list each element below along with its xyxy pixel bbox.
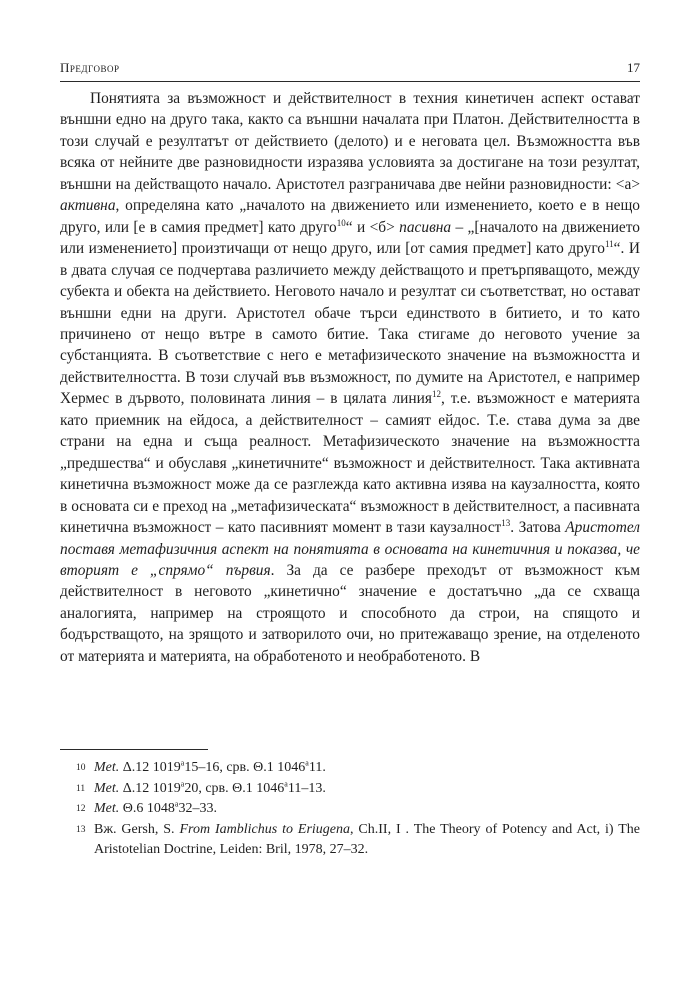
footnote-ref-13[interactable]: 13 <box>501 517 511 528</box>
footnote-text: 11. <box>308 760 326 775</box>
body-paragraph <box>60 88 640 667</box>
text-run: . Затова <box>510 519 566 537</box>
main-text <box>60 88 640 667</box>
footnote-sup: a <box>180 778 185 788</box>
footnote-number: 13 <box>76 824 86 835</box>
footnote-text: Δ.12 1019 <box>119 780 181 796</box>
footnote-10 <box>60 758 640 779</box>
footnote-text: Θ.6 1048 <box>119 801 175 816</box>
text-run: – „[началото на движението или изменението] произтичащи от нещо друго, или [от самия предмет] като друго <box>60 218 640 258</box>
footnote-italic: Met. <box>94 760 120 775</box>
footnote-text: 20, срв. Θ.1 1046 <box>184 780 285 796</box>
footnote-number: 12 <box>76 804 86 814</box>
footnote-italic: Met. <box>94 780 120 796</box>
header-rule <box>60 81 640 82</box>
footnote-text: 32–33. <box>178 801 217 816</box>
footnote-12 <box>60 799 640 820</box>
footnote-separator <box>60 749 208 750</box>
text-run: , т.е. възможност е материята като приемник на ейдоса, а действителност – самият ейдос. Т.е. става дума за две страни на една и съща реалност. Метафизическото значение на възможността „предшества“ и обуславя „кинетичните“ възможност и действителност. Така активната кинетична възможност може да се разглежда като активна изява на каузалността, която в основата си е преход на „метафизическата“ възможност в действителност, а пасивната кинетична възможност – като пасивният момент в тази каузалност <box>60 390 640 537</box>
footnote-text: Вж. Gersh, S. <box>94 821 180 837</box>
footnote-italic: From Iamblichus to Eriugena <box>179 821 350 837</box>
footnote-13 <box>60 820 640 861</box>
footnote-sup: a <box>180 758 185 768</box>
footnote-11 <box>60 779 640 800</box>
italic-thesis: Аристотел поставя метафизичния аспект на понятията в основата на кинетичния и показва, че вторият е „спрямо“ първия <box>60 519 640 579</box>
chapter-title: Предговор <box>60 60 120 75</box>
footnote-ref-12[interactable]: 12 <box>431 389 441 400</box>
footnote-sup: a <box>174 799 179 809</box>
text-run: , определяна като „началото на движението или изменението, което е в нещо друго, или [е в самия предмет] като друго <box>60 197 640 236</box>
text-run: “ и <б> <box>345 218 400 236</box>
footnote-number: 11 <box>76 783 86 794</box>
italic-term-active: активна <box>60 197 116 215</box>
text-run: Понятията за възможност и действителност в техния кинетичен аспект остават външни едно на друго така, както са външни началата при Платон. Действителността в този случай е резултатът от действието (делото) и е неговата цел. Възможността във всяка от нейните две разновидности изразява условията за достигане на този резултат, външни на действащото начало. Аристотел разграничава две нейни разновидности: <а> <box>60 90 640 193</box>
footnote-text: Δ.12 1019 <box>119 760 181 775</box>
italic-term-passive: пасивна <box>399 218 452 236</box>
footnote-number: 10 <box>76 763 86 773</box>
footnote-ref-10[interactable]: 10 <box>336 217 346 228</box>
footnote-sup: a <box>284 778 288 788</box>
text-run: “. И в двата случая се подчертава различието между действащото и претърпяващото, между субекта и обекта на действието. Неговото начало и резултат си съответстват, но остават външни едни на други. Аристотел обаче търси единството в битието, и то като причинено от нещо вътре в самото битие. Така стигаме до неговото учение за субстанцията. В съответствие с него е метафизическото значение на възможността и действителността. В този случай във възможност, по думите на Аристотел, е например Хермес в дървото, половината линия – в цялата линия <box>60 240 640 408</box>
footnote-text: , Ch.II, I . The Theory of Potency and Act, i) The Aristotelian Doctrine, Leiden: Bril, 1978, 27–32. <box>94 821 640 857</box>
footnote-ref-11[interactable]: 11 <box>605 239 614 250</box>
running-head <box>60 58 640 78</box>
footnote-text: 11–13. <box>287 780 326 796</box>
text-run: . За да се разбере преходът от възможност към действителност в неговото „кинетично“ значение е достатъчно „да се схваща аналогията, например на строящото и способното да строи, на спящото и бодърстващото, на зрящото и затворилото очи, но притежаващо зрение, на отделеното от материята и материята, на обработеното и необработеното. В <box>60 561 640 665</box>
page-number: 17 <box>627 60 640 75</box>
footnotes <box>60 758 640 861</box>
footnote-italic: Met. <box>94 801 120 816</box>
footnote-text: 15–16, срв. Θ.1 1046 <box>184 760 306 775</box>
footnote-sup: a <box>305 758 309 768</box>
